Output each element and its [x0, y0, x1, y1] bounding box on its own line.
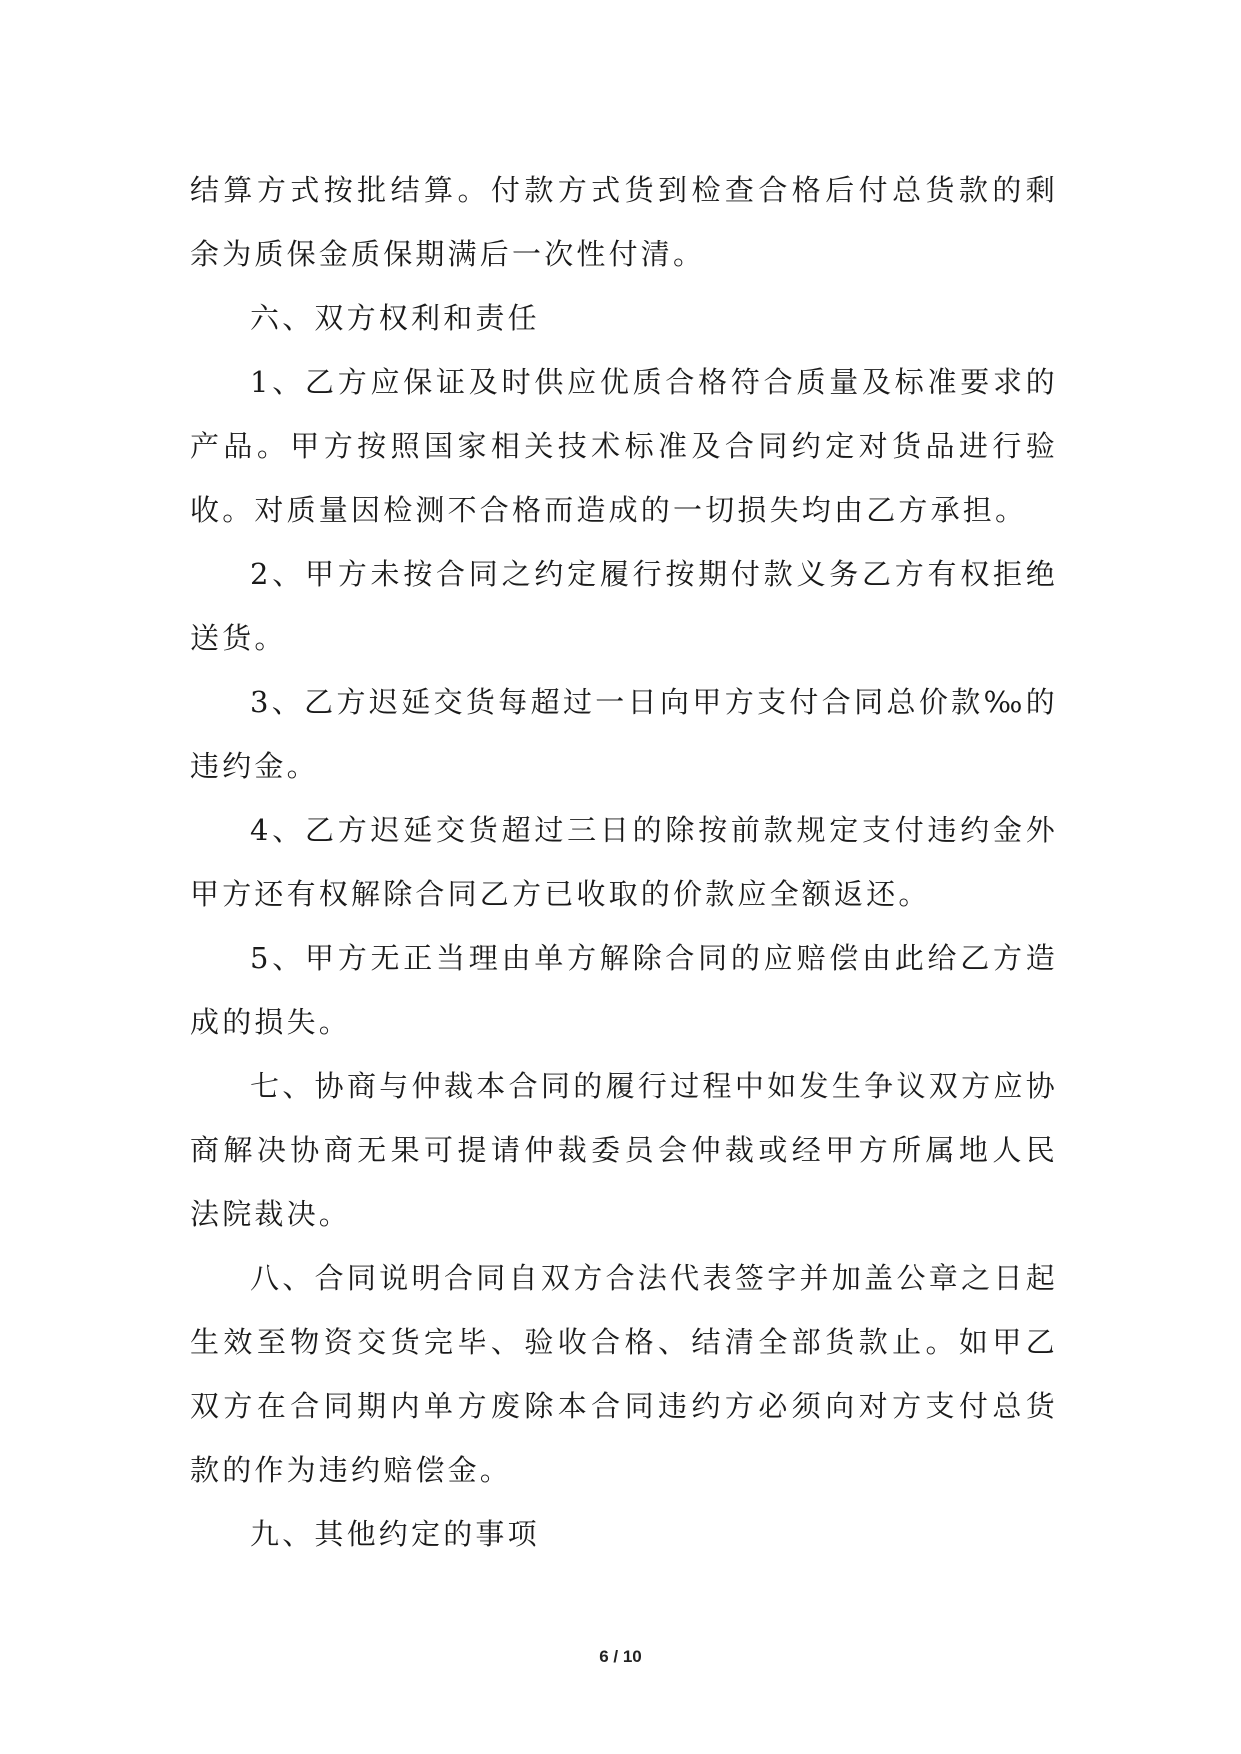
section-contract-description: 八、合同说明合同自双方合法代表签字并加盖公章之日起生效至物资交货完毕、验收合格、结清全部货款止。如甲乙双方在合同期内单方废除本合同违约方必须向对方支付总货款的作为违约赔偿金。	[190, 1261, 1058, 1487]
clause-5-unilateral-termination: 5、甲方无正当理由单方解除合同的应赔偿由此给乙方造成的损失。	[190, 941, 1058, 1039]
section-other-matters: 九、其他约定的事项	[250, 1517, 540, 1551]
paragraph-settlement-continued: 结算方式按批结算。付款方式货到检查合格后付总货款的剩余为质保金质保期满后一次性付清。	[190, 173, 1058, 271]
document-body	[190, 158, 1058, 1566]
clause-1-quality: 1、乙方应保证及时供应优质合格符合质量及标准要求的产品。甲方按照国家相关技术标准及合同约定对货品进行验收。对质量因检测不合格而造成的一切损失均由乙方承担。	[190, 365, 1058, 527]
page-number: 6 / 10	[599, 1647, 642, 1666]
clause-4-contract-termination: 4、乙方迟延交货超过三日的除按前款规定支付违约金外甲方还有权解除合同乙方已收取的价款应全额返还。	[190, 813, 1058, 911]
clause-2-payment-refusal: 2、甲方未按合同之约定履行按期付款义务乙方有权拒绝送货。	[190, 557, 1058, 655]
section-heading-rights-responsibilities: 六、双方权利和责任	[250, 301, 540, 335]
section-arbitration: 七、协商与仲裁本合同的履行过程中如发生争议双方应协商解决协商无果可提请仲裁委员会仲裁或经甲方所属地人民法院裁决。	[190, 1069, 1058, 1231]
clause-3-late-delivery-penalty: 3、乙方迟延交货每超过一日向甲方支付合同总价款‰的违约金。	[190, 685, 1058, 783]
